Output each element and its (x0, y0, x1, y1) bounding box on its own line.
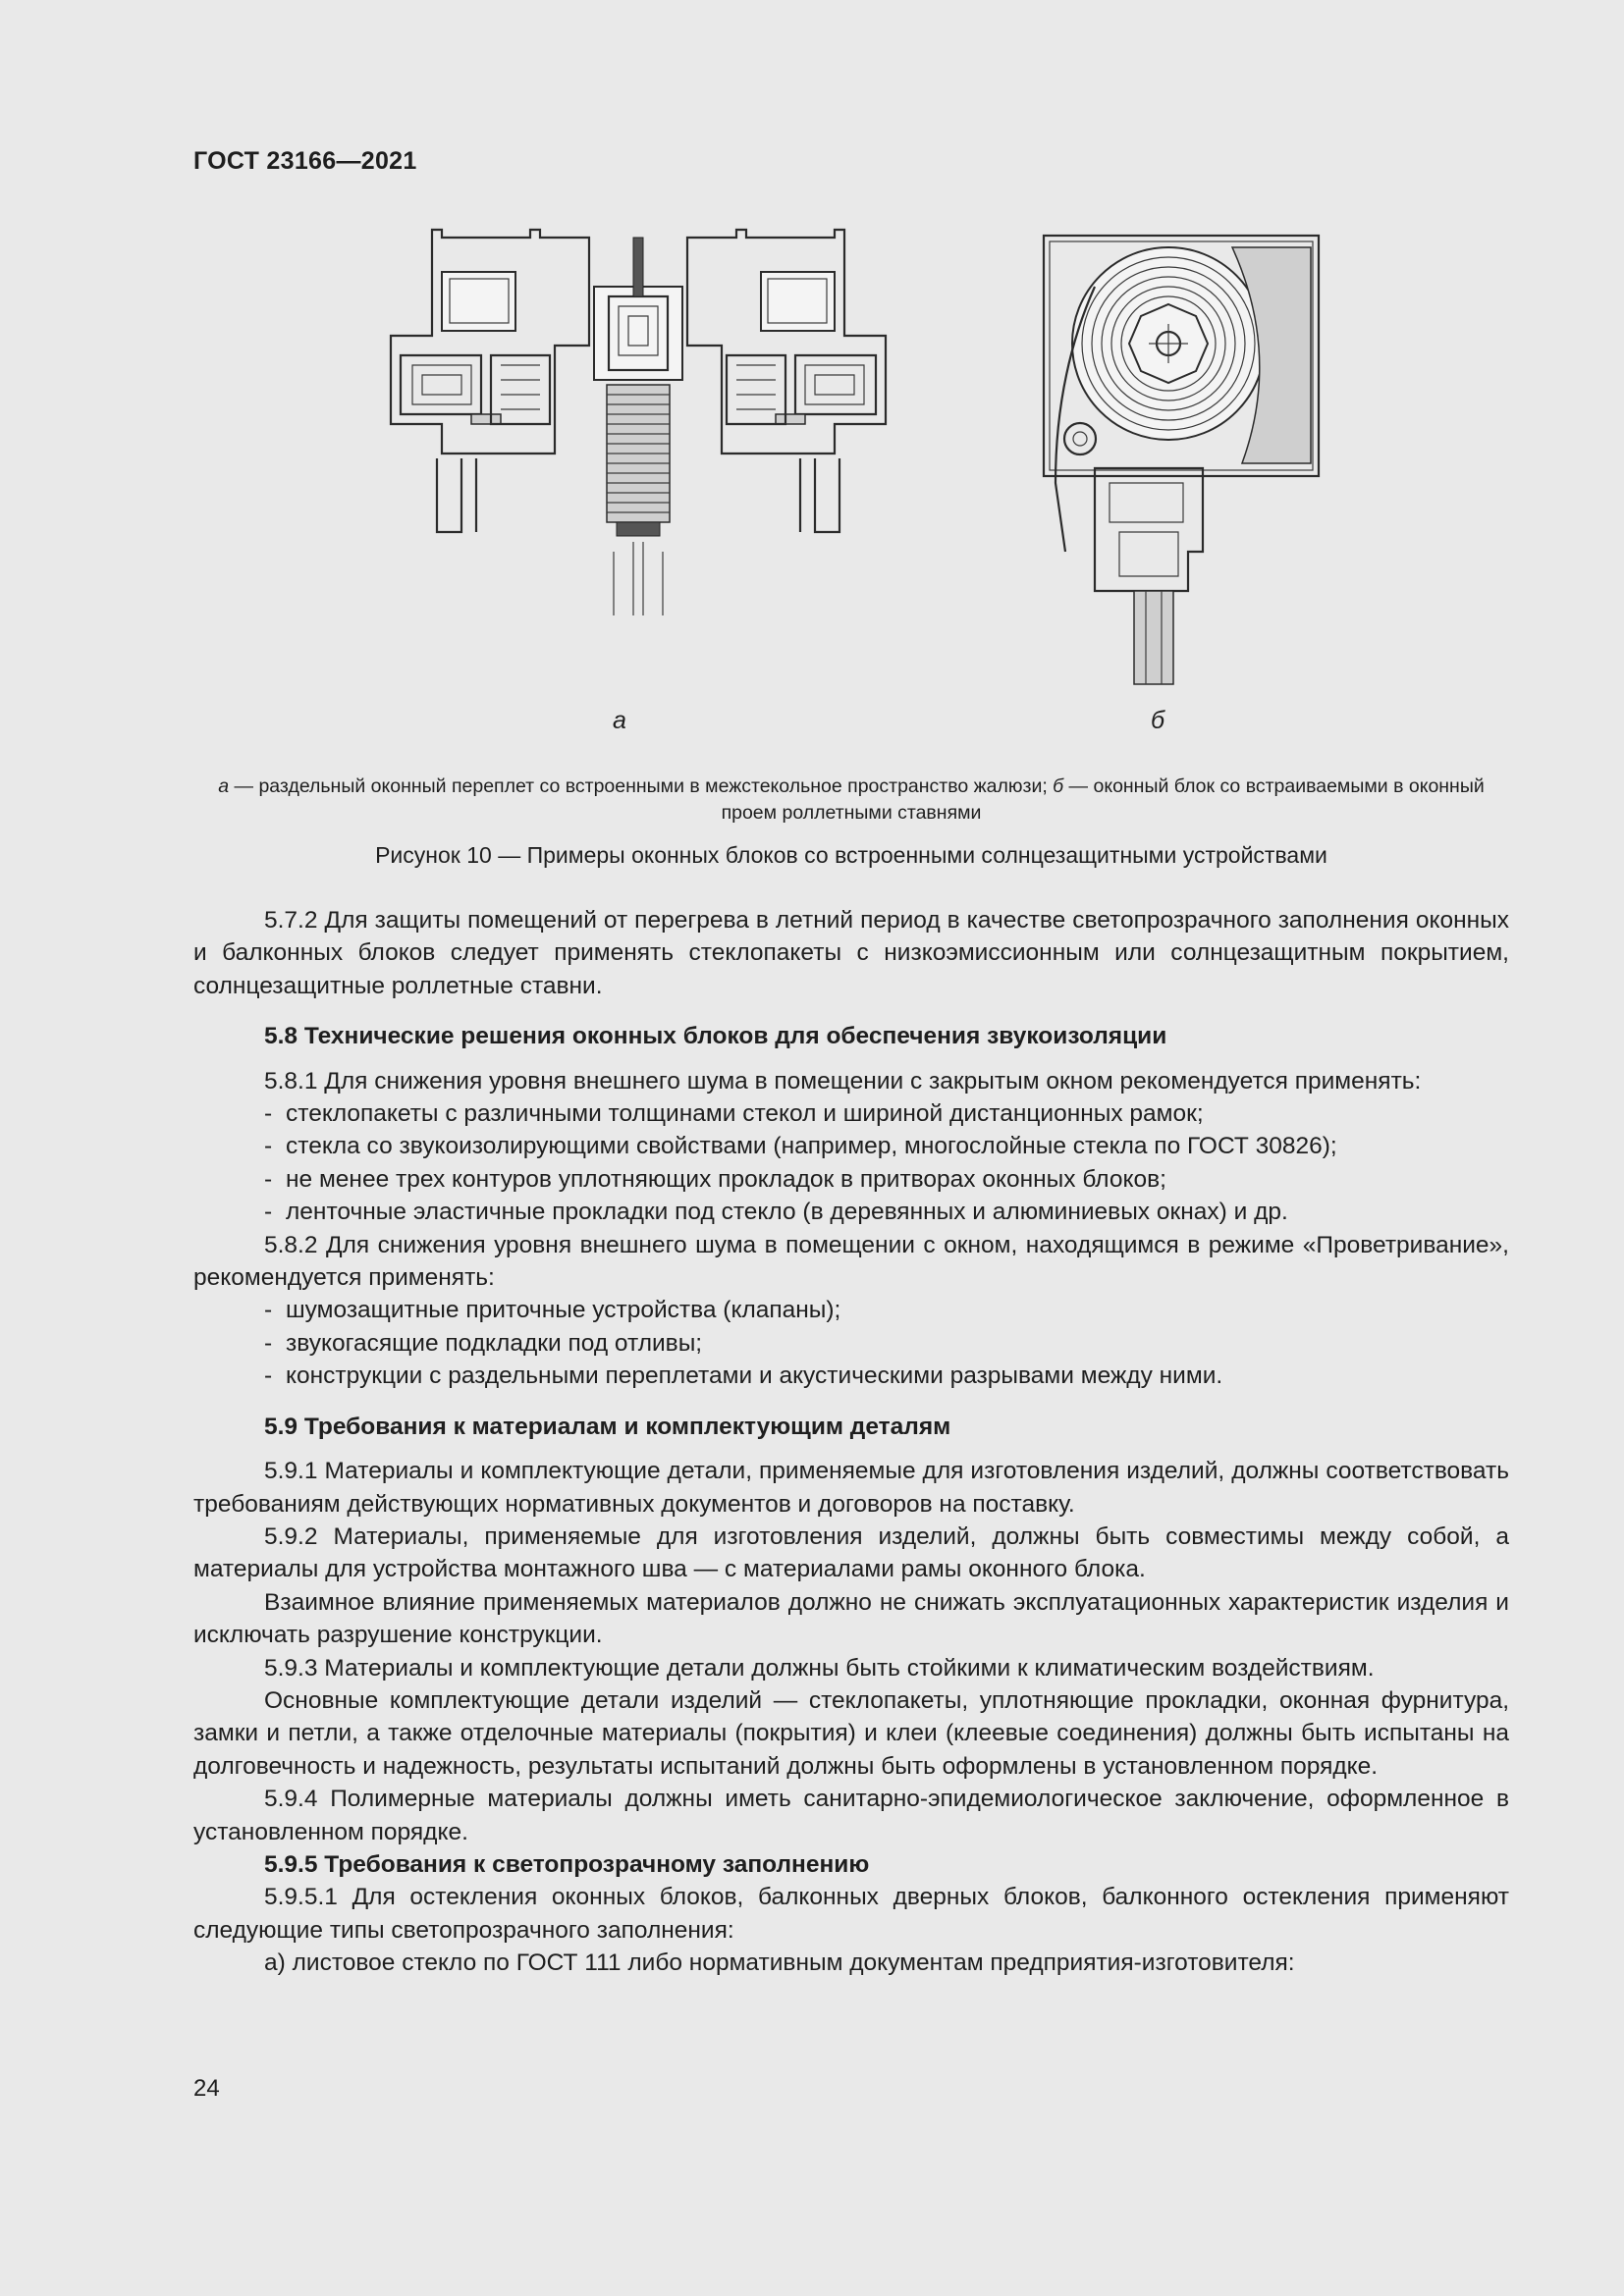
legend-letter-b: б (1053, 775, 1064, 797)
document-code: ГОСТ 23166—2021 (193, 147, 417, 175)
list-item: - стекла со звукоизолирующими свойствами (например, многослойные стекла по ГОСТ 30826); (193, 1130, 1509, 1162)
paragraph-5-9-3b: Основные комплектующие детали изделий — стеклопакеты, уплотняющие прокладки, оконная фурнитура, замки и петли, а также отделочные материалы (покрытия) и клеи (клеевые соединения) должны быть испытаны на долговечность и надежность, результаты испытаний должны быть оформлены в установленном порядке. (193, 1686, 1509, 1780)
list-item: - стеклопакеты с различными толщинами стекол и шириной дистанционных рамок; (193, 1097, 1509, 1130)
paragraph-5-9-5-1: 5.9.5.1 Для остекления оконных блоков, балконных дверных блоков, балконного остекления применяют следующие типы светопрозрачного заполнения: (193, 1884, 1509, 1944)
body-text (193, 904, 1509, 1980)
legend-text-a: — раздельный оконный переплет со встроенными в межстекольное пространство жалюзи; (229, 775, 1054, 797)
heading-5-9: 5.9 Требования к материалам и комплектующим деталям (264, 1413, 951, 1440)
heading-5-9-5: 5.9.5 Требования к светопрозрачному заполнению (264, 1850, 870, 1878)
paragraph-5-9-1: 5.9.1 Материалы и комплектующие детали, применяемые для изготовления изделий, должны соответствовать требованиям действующих нормативных документов и договоров на поставку. (193, 1458, 1509, 1518)
paragraph-5-7-2: 5.7.2 Для защиты помещений от перегрева в летний период в качестве светопрозрачного заполнения оконных и балконных блоков следует применять стеклопакеты с низкоэмиссионным или солнцезащитным покрытием, солнцезащитные роллетные ставни. (193, 907, 1509, 999)
paragraph-5-8-2: 5.8.2 Для снижения уровня внешнего шума в помещении с окном, находящимся в режиме «Проветривание», рекомендуется применять: (193, 1231, 1509, 1292)
heading-5-8: 5.8 Технические решения оконных блоков для обеспечения звукоизоляции (264, 1023, 1167, 1050)
list-item: - не менее трех контуров уплотняющих прокладок в притворах оконных блоков; (193, 1163, 1509, 1196)
paragraph-5-8-1: 5.8.1 Для снижения уровня внешнего шума в помещении с закрытым окном рекомендуется применять: (264, 1067, 1422, 1095)
blinds-stack-icon (607, 385, 670, 522)
figure-label-a: а (613, 707, 626, 734)
figure-label-b: б (1151, 707, 1165, 734)
list-item: - шумозащитные приточные устройства (клапаны); (193, 1294, 1509, 1326)
legend-letter-a: а (218, 775, 230, 797)
paragraph-5-9-4: 5.9.4 Полимерные материалы должны иметь санитарно-эпидемиологическое заключение, оформленное в установленном порядке. (193, 1786, 1509, 1845)
figure-b-drawing (1036, 228, 1330, 689)
list-item: - звукогасящие подкладки под отливы; (193, 1327, 1509, 1360)
paragraph-5-9-3: 5.9.3 Материалы и комплектующие детали должны быть стойкими к климатическим воздействиям. (264, 1654, 1375, 1682)
figure-legend (193, 774, 1509, 827)
figure-title: Рисунок 10 — Примеры оконных блоков со встроенными солнцезащитными устройствами (375, 842, 1327, 868)
paragraph-a: а) листовое стекло по ГОСТ 111 либо нормативным документам предприятия-изготовителя: (264, 1949, 1295, 1977)
paragraph-5-9-2: 5.9.2 Материалы, применяемые для изготовления изделий, должны быть совместимы между собой, а материалы для устройства монтажного шва — с материалами рамы оконного блока. (193, 1522, 1509, 1583)
list-item: - ленточные эластичные прокладки под стекло (в деревянных и алюминиевых окнах) и др. (193, 1196, 1509, 1228)
paragraph-5-9-2b: Взаимное влияние применяемых материалов должно не снижать эксплуатационных характеристик изделия и исключать разрушение конструкции. (193, 1588, 1509, 1649)
list-item: - конструкции с раздельными переплетами и акустическими разрывами между ними. (193, 1360, 1509, 1392)
figure-a-drawing (383, 228, 893, 620)
page-number: 24 (193, 2075, 220, 2102)
legend-text-b: — оконный блок со встраиваемыми в оконный проем роллетными ставнями (721, 775, 1485, 824)
